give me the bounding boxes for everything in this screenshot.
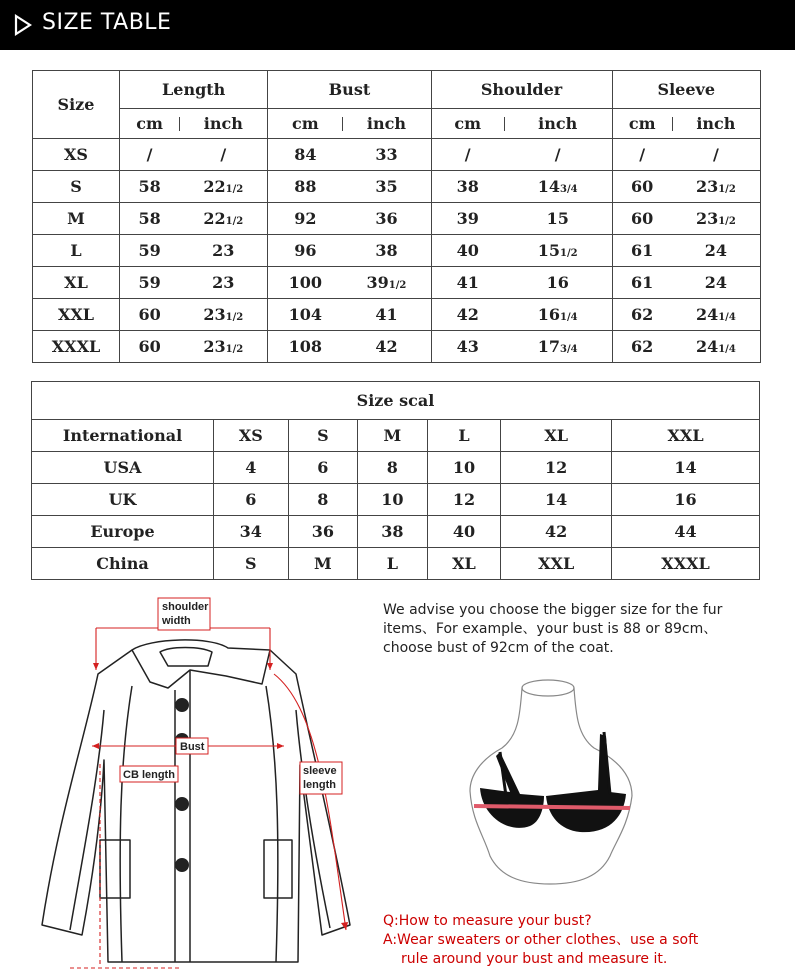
size-row bbox=[33, 299, 761, 331]
scale-cell: XXL bbox=[612, 420, 760, 452]
scale-cell: 16 bbox=[612, 484, 760, 516]
length-header: Length bbox=[120, 71, 268, 109]
measurement-cell: 41 bbox=[431, 267, 504, 299]
measurement-cell: 16 bbox=[504, 267, 612, 299]
size-cell: M bbox=[33, 203, 120, 235]
measurement-cell: 62 bbox=[612, 299, 672, 331]
measurement-cell: 231/2 bbox=[179, 299, 268, 331]
measurement-cell: 41 bbox=[342, 299, 431, 331]
advice-line-2: items、For example、your bust is 88 or 89cm、 bbox=[383, 621, 718, 637]
unit-inch: inch bbox=[504, 109, 612, 139]
measurement-cell: / bbox=[120, 139, 180, 171]
measurement-cell: / bbox=[672, 139, 761, 171]
fraction: 1/2 bbox=[225, 344, 244, 355]
unit-cm: cm bbox=[268, 109, 343, 139]
scale-row bbox=[32, 516, 760, 548]
scale-row bbox=[32, 548, 760, 580]
play-triangle-icon bbox=[14, 14, 32, 36]
size-row bbox=[33, 331, 761, 363]
unit-inch: inch bbox=[179, 109, 268, 139]
measurement-cell: 161/4 bbox=[504, 299, 612, 331]
scale-cell: 36 bbox=[288, 516, 358, 548]
measurement-cell: 96 bbox=[268, 235, 343, 267]
size-row bbox=[33, 267, 761, 299]
measurement-cell: 231/2 bbox=[672, 203, 761, 235]
measurement-cell: 62 bbox=[612, 331, 672, 363]
measurement-cell: 61 bbox=[612, 267, 672, 299]
size-header: Size bbox=[33, 71, 120, 139]
scale-cell: XXL bbox=[501, 548, 612, 580]
size-scale-caption: Size scal bbox=[32, 382, 760, 420]
sleeve-length-label: sleeve bbox=[303, 765, 337, 777]
measurement-cell: 100 bbox=[268, 267, 343, 299]
measurement-cell: / bbox=[504, 139, 612, 171]
measurement-cell: 221/2 bbox=[179, 203, 268, 235]
measurement-cell: 40 bbox=[431, 235, 504, 267]
measurement-cell: 42 bbox=[342, 331, 431, 363]
fraction: 1/2 bbox=[225, 184, 244, 195]
measure-instructions bbox=[383, 912, 783, 969]
size-scale-table bbox=[31, 381, 760, 580]
unit-inch: inch bbox=[342, 109, 431, 139]
scale-cell: XL bbox=[501, 420, 612, 452]
region-cell: Europe bbox=[32, 516, 214, 548]
scale-cell: 10 bbox=[427, 452, 501, 484]
measurement-cell: 24 bbox=[672, 235, 761, 267]
measurement-cell: 60 bbox=[120, 331, 180, 363]
unit-cm: cm bbox=[120, 109, 180, 139]
fraction: 1/4 bbox=[718, 344, 736, 355]
fraction: 1/4 bbox=[718, 312, 736, 323]
qa-question: Q:How to measure your bust? bbox=[383, 913, 592, 929]
scale-cell: L bbox=[427, 420, 501, 452]
size-row bbox=[33, 203, 761, 235]
bust-label: Bust bbox=[180, 741, 205, 753]
sleeve-header: Sleeve bbox=[612, 71, 760, 109]
measurement-cell: 23 bbox=[179, 235, 268, 267]
measurement-cell: 23 bbox=[179, 267, 268, 299]
scale-cell: 6 bbox=[214, 484, 289, 516]
fraction: 1/2 bbox=[225, 216, 244, 227]
measurement-cell: 151/2 bbox=[504, 235, 612, 267]
qa-answer-1: A:Wear sweaters or other clothes、use a soft bbox=[383, 932, 699, 948]
measurement-cell: 143/4 bbox=[504, 171, 612, 203]
scale-row bbox=[32, 452, 760, 484]
scale-cell: 8 bbox=[358, 452, 428, 484]
measurement-cell: 39 bbox=[431, 203, 504, 235]
measurement-cell: 33 bbox=[342, 139, 431, 171]
coat-diagram bbox=[0, 590, 380, 972]
shoulder-header: Shoulder bbox=[431, 71, 612, 109]
measurement-cell: 60 bbox=[120, 299, 180, 331]
measurement-cell: 173/4 bbox=[504, 331, 612, 363]
scale-cell: XL bbox=[427, 548, 501, 580]
bust-header: Bust bbox=[268, 71, 431, 109]
measurement-cell: 43 bbox=[431, 331, 504, 363]
measurement-cell: 88 bbox=[268, 171, 343, 203]
fraction: 1/4 bbox=[560, 312, 578, 323]
advice-line-3: choose bust of 92cm of the coat. bbox=[383, 640, 614, 656]
measurement-cell: 231/2 bbox=[672, 171, 761, 203]
region-cell: UK bbox=[32, 484, 214, 516]
cb-length-label: CB length bbox=[123, 769, 175, 781]
advice-line-1: We advise you choose the bigger size for the fur bbox=[383, 602, 723, 618]
measurement-cell: 104 bbox=[268, 299, 343, 331]
scale-cell: XXXL bbox=[612, 548, 760, 580]
measurement-cell: 38 bbox=[431, 171, 504, 203]
measurement-cell: / bbox=[179, 139, 268, 171]
measurement-cell: / bbox=[431, 139, 504, 171]
measurement-cell: 58 bbox=[120, 171, 180, 203]
size-row bbox=[33, 139, 761, 171]
advice-note bbox=[383, 601, 763, 658]
scale-cell: S bbox=[214, 548, 289, 580]
fraction: 1/2 bbox=[718, 184, 736, 195]
sleeve-length-label-2: length bbox=[303, 779, 336, 791]
region-cell: International bbox=[32, 420, 214, 452]
region-cell: USA bbox=[32, 452, 214, 484]
measurement-cell: 92 bbox=[268, 203, 343, 235]
scale-cell: M bbox=[358, 420, 428, 452]
scale-cell: 4 bbox=[214, 452, 289, 484]
measurement-cell: 391/2 bbox=[342, 267, 431, 299]
measurement-cell: 60 bbox=[612, 171, 672, 203]
measurement-cell: 108 bbox=[268, 331, 343, 363]
size-cell: S bbox=[33, 171, 120, 203]
scale-cell: 38 bbox=[358, 516, 428, 548]
scale-cell: 44 bbox=[612, 516, 760, 548]
scale-cell: L bbox=[358, 548, 428, 580]
measurement-cell: 241/4 bbox=[672, 299, 761, 331]
scale-cell: 8 bbox=[288, 484, 358, 516]
fraction: 1/2 bbox=[718, 216, 736, 227]
scale-row bbox=[32, 420, 760, 452]
size-cell: L bbox=[33, 235, 120, 267]
scale-cell: 6 bbox=[288, 452, 358, 484]
fraction: 1/2 bbox=[388, 280, 407, 291]
scale-cell: 14 bbox=[501, 484, 612, 516]
unit-cm: cm bbox=[612, 109, 672, 139]
measurement-cell: 231/2 bbox=[179, 331, 268, 363]
unit-inch: inch bbox=[672, 109, 761, 139]
qa-answer-2: rule around your bust and measure it. bbox=[401, 951, 668, 967]
measurement-cell: 15 bbox=[504, 203, 612, 235]
measurement-cell: 38 bbox=[342, 235, 431, 267]
measurement-cell: 84 bbox=[268, 139, 343, 171]
measurement-cell: 241/4 bbox=[672, 331, 761, 363]
measurement-cell: 24 bbox=[672, 267, 761, 299]
fraction: 3/4 bbox=[560, 344, 578, 355]
scale-cell: 12 bbox=[501, 452, 612, 484]
scale-cell: 34 bbox=[214, 516, 289, 548]
measurement-cell: 61 bbox=[612, 235, 672, 267]
scale-row bbox=[32, 484, 760, 516]
scale-cell: 40 bbox=[427, 516, 501, 548]
scale-cell: 14 bbox=[612, 452, 760, 484]
region-cell: China bbox=[32, 548, 214, 580]
measurement-cell: 60 bbox=[612, 203, 672, 235]
fraction: 1/2 bbox=[560, 248, 578, 259]
measurement-cell: 59 bbox=[120, 235, 180, 267]
measurement-cell: / bbox=[612, 139, 672, 171]
banner-title: SIZE TABLE bbox=[42, 10, 172, 35]
measurement-cell: 36 bbox=[342, 203, 431, 235]
size-cell: XL bbox=[33, 267, 120, 299]
measurement-cell: 42 bbox=[431, 299, 504, 331]
shoulder-width-label: shoulder bbox=[162, 601, 209, 613]
size-cell: XXL bbox=[33, 299, 120, 331]
mannequin-bust-illustration bbox=[460, 676, 650, 891]
fraction: 3/4 bbox=[560, 184, 578, 195]
size-row bbox=[33, 235, 761, 267]
size-cell: XS bbox=[33, 139, 120, 171]
scale-cell: 42 bbox=[501, 516, 612, 548]
scale-cell: 12 bbox=[427, 484, 501, 516]
measurement-cell: 35 bbox=[342, 171, 431, 203]
scale-cell: M bbox=[288, 548, 358, 580]
measurement-cell: 221/2 bbox=[179, 171, 268, 203]
size-row bbox=[33, 171, 761, 203]
scale-cell: S bbox=[288, 420, 358, 452]
unit-cm: cm bbox=[431, 109, 504, 139]
measurement-cell: 59 bbox=[120, 267, 180, 299]
scale-cell: XS bbox=[214, 420, 289, 452]
shoulder-width-label-2: width bbox=[162, 615, 191, 627]
size-cell: XXXL bbox=[33, 331, 120, 363]
scale-cell: 10 bbox=[358, 484, 428, 516]
size-measurement-table bbox=[32, 70, 761, 363]
measurement-cell: 58 bbox=[120, 203, 180, 235]
size-table-banner bbox=[0, 0, 795, 50]
fraction: 1/2 bbox=[225, 312, 244, 323]
